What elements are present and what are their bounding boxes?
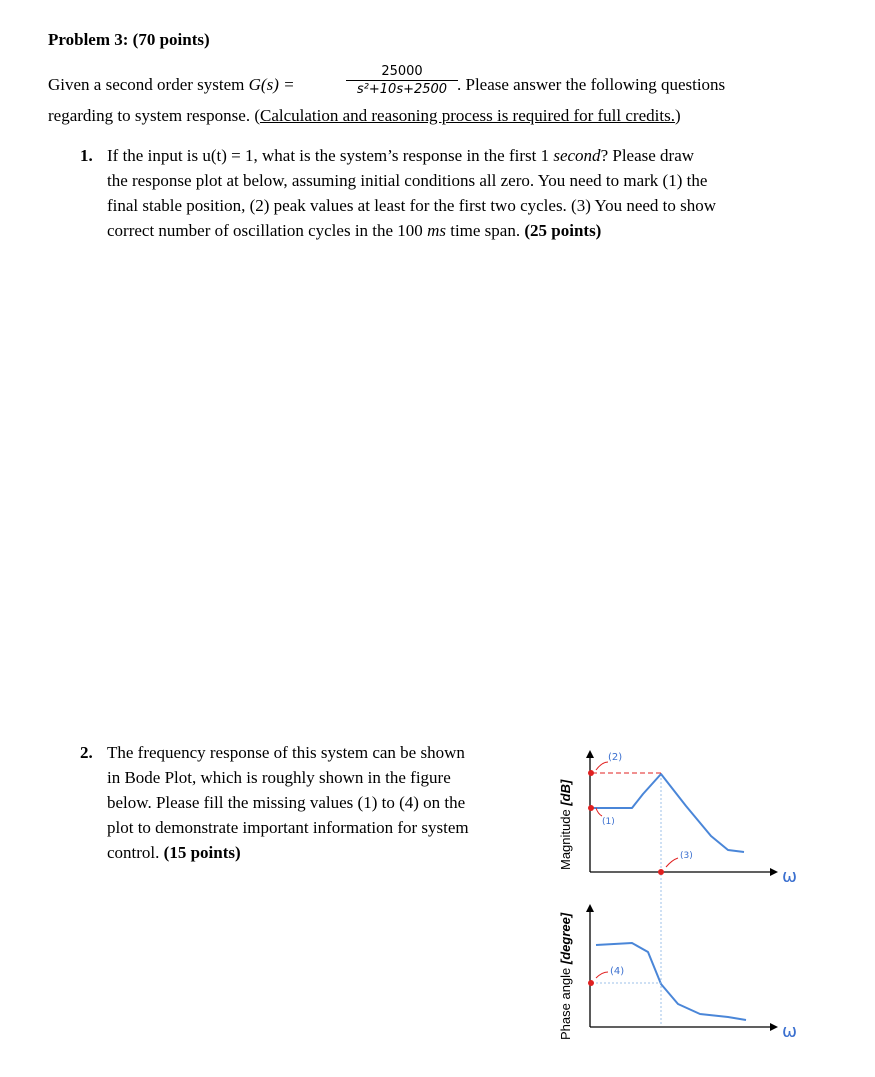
mag-label-prefix: Magnitude: [558, 805, 573, 870]
q1-line1a: If the input is u(t) = 1, what is the system’s response in the first 1: [107, 146, 554, 165]
tf-denominator: s²+10s+2500: [356, 82, 448, 97]
line2-prefix: regarding to system response. (: [48, 106, 260, 125]
q1-line4a: correct number of oscillation cycles in the 100: [107, 221, 428, 240]
label-4: (4): [610, 966, 625, 977]
label-4-pointer: [596, 972, 608, 978]
q1-line1b: ? Please draw: [600, 146, 695, 165]
q2-line-1: The frequency response of this system can be shown: [107, 743, 465, 762]
bode-plot: [560, 740, 860, 1060]
transfer-function-fraction: [346, 64, 458, 97]
q1-line-3: final stable position, (2) peak values at least for the first two cycles. (3) You need to show: [107, 196, 717, 215]
omega-label-phase: ω: [782, 1021, 798, 1042]
q2-line-5: [107, 840, 547, 865]
q1-number: 1.: [80, 146, 93, 165]
label-1-pointer: [596, 808, 602, 816]
phase-curve: [596, 943, 746, 1020]
q2-line-4: plot to demonstrate important information for system: [107, 818, 469, 837]
q2-number: 2.: [80, 743, 93, 762]
label-1: (1): [602, 817, 615, 827]
crossover-marker: [658, 869, 664, 875]
label-3-pointer: [666, 858, 678, 867]
problem-title: Problem 3: (70 points): [48, 30, 210, 49]
label-2-pointer: [596, 762, 608, 770]
omega-label-mag: ω: [782, 866, 798, 887]
phase-label-unit: [degree]: [558, 912, 573, 965]
peak-marker: [588, 770, 594, 776]
label-3: (3): [680, 851, 693, 861]
q1-line-4: [107, 218, 847, 243]
q2-text: [107, 740, 547, 865]
q1-line4b: time span.: [445, 221, 525, 240]
q2-line5a: control.: [107, 843, 164, 862]
phase-marker: [588, 980, 594, 986]
credits-note: Calculation and reasoning process is required for full credits.: [259, 106, 675, 125]
dc-gain-marker: [588, 805, 594, 811]
g-symbol: G(s) =: [248, 75, 295, 94]
intro-suffix: . Please answer the following questions: [457, 75, 726, 94]
q2-points: (15 points): [163, 843, 241, 862]
q1-text: [107, 143, 847, 243]
phase-label-prefix: Phase angle: [558, 964, 573, 1040]
q1-points: (25 points): [524, 221, 602, 240]
q1-line-2: the response plot at below, assuming initial conditions all zero. You need to mark (1) the: [107, 171, 708, 190]
mag-label-unit: [dB]: [558, 779, 573, 806]
line2-suffix: ): [674, 106, 681, 125]
intro-line-1: [48, 75, 295, 95]
magnitude-curve: [593, 774, 744, 852]
q2-line-3: below. Please fill the missing values (1) to (4) on the: [107, 793, 466, 812]
intro-prefix: Given a second order system: [48, 75, 249, 94]
intro-line-2: [48, 106, 681, 126]
q2-line-2: in Bode Plot, which is roughly shown in the figure: [107, 768, 451, 787]
q1-line-1: [107, 143, 847, 168]
label-2: (2): [608, 752, 623, 763]
q1-line4-ital: ms: [427, 221, 446, 240]
tf-numerator: 25000: [346, 64, 458, 81]
q1-line1-ital: second: [553, 146, 601, 165]
